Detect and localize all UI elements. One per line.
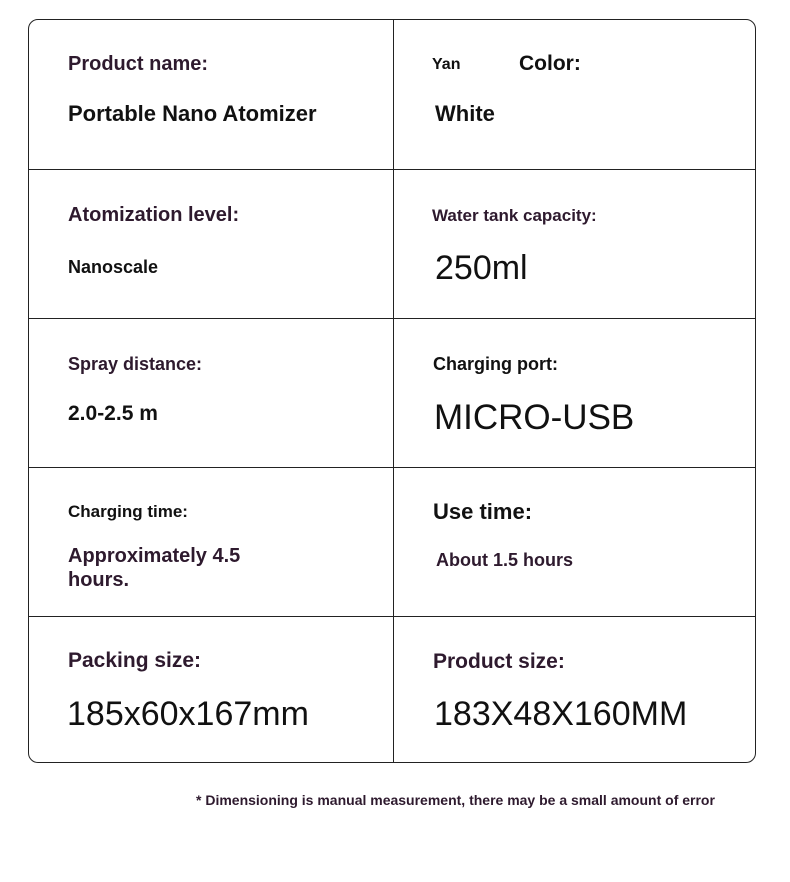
color-value: White [435,101,495,126]
column-divider [393,20,394,169]
color-prefix: Yan [432,56,461,73]
column-divider [393,170,394,318]
column-divider [393,468,394,616]
spec-row-2 [29,169,755,318]
water-tank-capacity-value: 250ml [435,249,528,287]
spray-distance-label: Spray distance: [68,354,203,374]
packing-size-value: 185x60x167mm [67,695,309,733]
product-name-value: Portable Nano Atomizer [68,101,317,126]
charging-port-value: MICRO-USB [434,398,635,437]
product-name-label: Product name: [68,53,209,75]
spec-row-5 [29,616,755,763]
atomization-level-label: Atomization level: [68,204,240,226]
spec-table [28,19,756,763]
color-label: Color: [519,52,581,75]
spec-row-1 [29,20,755,169]
use-time-value: About 1.5 hours [436,550,574,570]
charging-time-value-line1: Approximately 4.5 [68,545,241,567]
product-size-label: Product size: [433,650,565,673]
charging-time-value-line2: hours. [68,569,130,591]
footnote: * Dimensioning is manual measurement, there may be a small amount of error [196,792,715,808]
use-time-label: Use time: [433,499,533,524]
column-divider [393,617,394,763]
water-tank-capacity-label: Water tank capacity: [432,206,597,225]
column-divider [393,319,394,467]
charging-port-label: Charging port: [433,354,558,374]
spec-row-4 [29,467,755,616]
product-size-value: 183X48X160MM [434,695,688,733]
charging-time-label: Charging time: [68,502,188,521]
packing-size-label: Packing size: [68,649,202,672]
spec-row-3 [29,318,755,467]
atomization-level-value: Nanoscale [68,257,159,277]
spray-distance-value: 2.0-2.5 m [68,402,158,425]
